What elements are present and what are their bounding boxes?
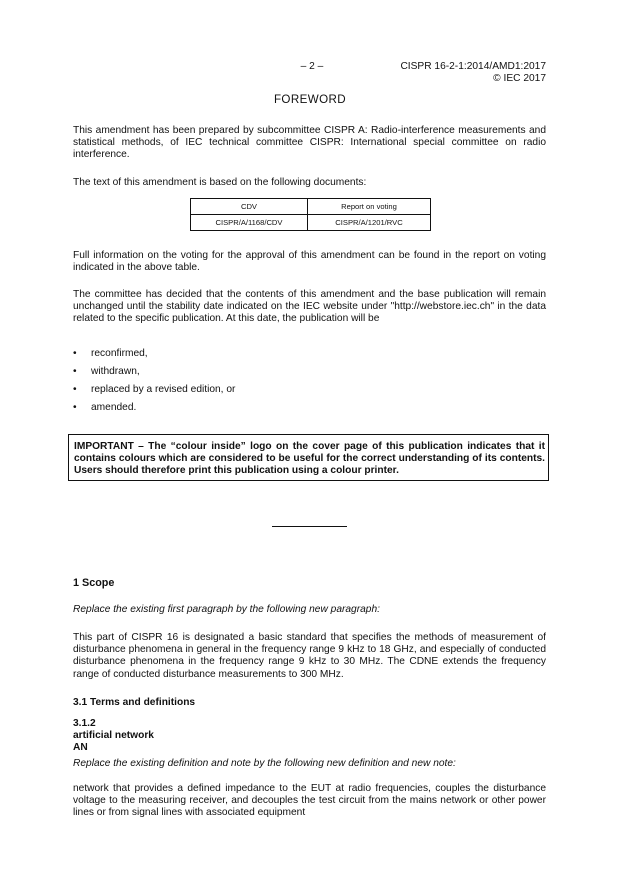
foreword-title: FOREWORD [273, 93, 347, 106]
list-item-text: reconfirmed, [91, 348, 148, 359]
terms-definitions-heading: 3.1 Terms and definitions [73, 697, 196, 708]
table-row [191, 215, 431, 231]
terms-instruction: Replace the existing definition and note by the following new definition and new note: [73, 758, 456, 769]
bullet-icon: • [73, 384, 77, 395]
scope-paragraph: This part of CISPR 16 is designated a basic standard that specifies the methods of measurement of disturbance phenomena in general in the frequency range 9 kHz to 18 GHz, and especially of conducted disturbance phenomena in the frequency range 9 kHz to 30 MHz. The CDNE extends the frequency range of conducted disturbance measurements to 300 MHz. [73, 632, 546, 680]
bullet-icon: • [73, 402, 77, 413]
term-name: artificial network [73, 730, 154, 741]
foreword-intro-paragraph: This amendment has been prepared by subcommittee CISPR A: Radio-interference measurements and statistical methods, of IEC technical committee CISPR: International special committee on radio interference. [73, 125, 546, 161]
list-item [73, 366, 546, 384]
scope-instruction: Replace the existing first paragraph by the following new paragraph: [73, 604, 380, 615]
list-item-text: amended. [91, 402, 137, 413]
documents-intro-paragraph: The text of this amendment is based on the following documents: [73, 177, 367, 188]
list-item [73, 402, 546, 420]
table-cell-rvc-ref: CISPR/A/1201/RVC [308, 215, 431, 231]
voting-info-paragraph: Full information on the voting for the approval of this amendment can be found in the report on voting indicated in the above table. [73, 250, 546, 274]
table-cell-cdv-ref: CISPR/A/1168/CDV [191, 215, 308, 231]
section-separator-line [272, 526, 347, 527]
copyright-notice: © IEC 2017 [493, 73, 546, 84]
list-item [73, 384, 546, 402]
bullet-icon: • [73, 366, 77, 377]
page-number: – 2 – [300, 61, 324, 72]
document-reference: CISPR 16-2-1:2014/AMD1:2017 [400, 61, 546, 72]
term-number: 3.1.2 [73, 718, 96, 729]
voting-documents-table [190, 198, 431, 231]
term-abbreviation: AN [73, 742, 88, 753]
important-notice-box: IMPORTANT – The “colour inside” logo on the cover page of this publication indicates that it contains colours which are considered to be useful for the correct understanding of its contents. Users should therefore print this publication using a colour printer. [68, 434, 549, 481]
scope-heading: 1 Scope [73, 577, 115, 589]
list-item-text: replaced by a revised edition, or [91, 384, 236, 395]
list-item-text: withdrawn, [91, 366, 140, 377]
table-header-report-on-voting: Report on voting [308, 199, 431, 215]
stability-paragraph: The committee has decided that the contents of this amendment and the base publication will remain unchanged until the stability date indicated on the IEC website under "http://webstore.iec.ch" in the data related to the specific publication. At this date, the publication will be [73, 289, 546, 325]
table-header-cdv: CDV [191, 199, 308, 215]
publication-outcome-list [73, 348, 546, 420]
bullet-icon: • [73, 348, 77, 359]
table-header-row [191, 199, 431, 215]
list-item [73, 348, 546, 366]
term-definition: network that provides a defined impedance to the EUT at radio frequencies, couples the disturbance voltage to the measuring receiver, and decouples the test circuit from the mains network or other power lines or from signal lines with associated equipment [73, 783, 546, 819]
